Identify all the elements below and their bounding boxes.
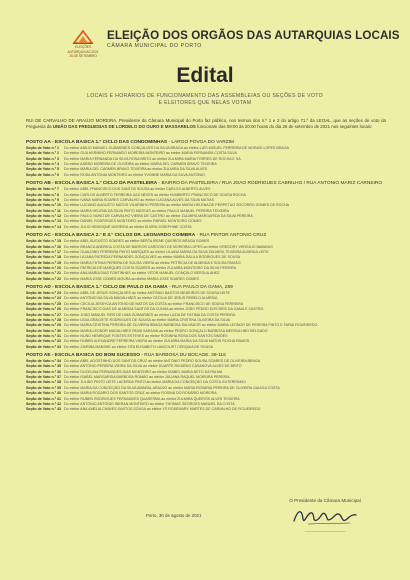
- voting-section-label: Seção de Voto n.º 3: [26, 156, 59, 161]
- voting-section-label: Seção de Voto n.º 38: [26, 380, 61, 385]
- voting-section-label: Seção de Voto n.º 21: [26, 271, 61, 276]
- voting-section-label: Seção de Voto n.º 16: [26, 244, 61, 249]
- voter-range: Do eleitor MARIA DEL CARMEN BRAVO TEIXEIRA ao eleitor ZULMIRA DA SILVA ALVES: [64, 167, 208, 172]
- polling-station-name: POSTO AC - ESCOLA BÁSICA 2.º E 3.º CICLOS DR. LEONARDO COIMBRA: [26, 233, 196, 239]
- voter-range: Do eleitor MARIA HELENA DA SILVA PINTO MATEUS ao eleitor PAULO MANUEL PEREIRA TEIXEIRA: [64, 208, 230, 213]
- voter-range: Do eleitor ABEL AGOSTINHO DOS SANTOS CRUZ ao eleitor ANTÓNIO PEDRO SOUSA SOARES DE OLIVEIRA BRAGA: [64, 359, 261, 364]
- logo-text-2: AUTÁRQUICAS 2021: [67, 49, 99, 54]
- voter-range: Do eleitor MARIA ROSÁRIO DOS SANTOS CRUZ ao eleitor ROSINA DO ROSÁRIO MOREIRA: [64, 391, 217, 396]
- voter-range: Do eleitor IVANA MARIA SOARES CARVALHO ao eleitor LUCIANA ALVES DA SILVA MATIAS: [64, 197, 214, 202]
- polling-station-address: - LARGO PÓVOA DO VARZIM: [167, 140, 234, 145]
- voter-range: Do eleitor FRANCISCO DIAS DE ALMEIDA SANTOS DA CUNHA ao eleitor JOÃO PEDRO DOS REIS DA GAMA E CASTRO: [64, 307, 264, 312]
- document-date: Porto, 30 de agosto de 2021: [146, 513, 202, 518]
- document-subtitle-line-1: LOCAIS E HORÁRIOS DE FUNCIONAMENTO DAS ASSEMBLEIAS OU SEÇÕES DE VOTO: [87, 93, 323, 99]
- voter-range: Do eleitor CARLOS ALBERTO FERREIRA DAS NEVES ao eleitor HUMBERTO FRANCISCO DE SOUSA ROCHA: [64, 192, 246, 197]
- document-subtitle-line-2: E ELEITORES QUE NELAS VOTAM: [158, 100, 252, 107]
- voting-section-row: [26, 345, 386, 350]
- voter-range: Do eleitor JULIÃO PINTO LEITE LACERDA PINTO ao eleitor MARIA DA CONCEIÇÃO DA COSTA GUTERRINHO: [64, 380, 246, 385]
- voting-section-label: Seção de Voto n.º 9: [26, 197, 59, 202]
- logo-text-1: ELEIÇÕES: [75, 45, 91, 49]
- voting-section-label: Seção de Voto n.º 23: [26, 291, 61, 296]
- voting-section-label: Seção de Voto n.º 12: [26, 213, 61, 218]
- intro-paragraph: [26, 118, 386, 129]
- voting-section-label: Seção de Voto n.º 36: [26, 369, 61, 374]
- voting-section-label: Seção de Voto n.º 34: [26, 359, 61, 364]
- polling-station: [26, 353, 386, 412]
- voter-range: Do eleitor LILIANA PATRÍCIA FERNANDES GONÇALVES ao eleitor MARIA DALILA RODRIGUES DE SOUSA: [64, 255, 241, 260]
- voting-section-label: Seção de Voto n.º 31: [26, 333, 61, 338]
- voter-range: Do eleitor LUCIANO AUGUSTO MATOS VILARINHO PEREIRA ao eleitor MARIA HELENA DE PERPÉTUO SOCORRO GOMES DE ROCHA: [64, 203, 290, 208]
- document-header: [63, 29, 400, 59]
- voting-section-label: Seção de Voto n.º 7: [26, 187, 59, 192]
- voting-section-label: Seção de Voto n.º 10: [26, 203, 61, 208]
- voter-range: Do eleitor ZAIRINA MANSHE ao eleitor ZITA ELISABETH LANCOURT CERQUIA DE SOUSA: [64, 344, 213, 349]
- handwritten-signature: [290, 505, 360, 527]
- voting-section-label: Seção de Voto n.º 43: [26, 407, 61, 412]
- voter-range: Do eleitor RUBEN RODRIGUES FERNANDES QUARESMA ao eleitor ZULMIRA QUEIRÓS ALVES TEIXEIRA: [64, 396, 240, 401]
- voter-range: Do eleitor CECÍLIA JESSYCA ANTÓNIO DE MATOS DA COSTA ao eleitor FRANCISCO DE SOUSA FERREIRA: [64, 301, 244, 306]
- voting-section-label: Seção de Voto n.º 18: [26, 255, 61, 260]
- voting-section-label: Seção de Voto n.º 14: [26, 224, 61, 229]
- voter-range: Do eleitor ANTÓNIO PEREIRA VIEIRA DA SILVA ao eleitor DUARTE RICARDO CASANOVA ALVES DE BRITO: [64, 364, 242, 369]
- polling-station-address: - RUA PINTOR ANTÓNIO CRUZ: [195, 233, 267, 239]
- voter-range: Do eleitor MARIA FERNANDA DA SILVA ROSA BRITO ao eleitor ZULMIRA MARIA TORRES DE ROCHA E SÁ: [64, 156, 241, 161]
- intro-text-1: RUI DE CARVALHO DE ARAÚJO MOREIRA, Presidente da Câmara Municipal do Porto faz público, nos termos dos n.º 1 e 2 do artigo 71.º da LEOAL, que as seções de voto da Freguesia da: [26, 118, 386, 129]
- voting-section-label: Seção de Voto n.º 30: [26, 328, 61, 333]
- voter-range: Do eleitor JOÃO MANUEL REIS DE LIMA GUIMARÃES ao eleitor LUZIA DE FÁTIMA DA COSTA PEREIRA: [64, 312, 236, 317]
- voter-range: Do eleitor MARIA FÁTIMA PEREIRA DE SOUSA VIEIRA ao eleitor PETRÍCIA DE ALMEIDA E SOUSA PAIXÃO: [64, 260, 241, 265]
- polling-station-name: POSTO AE - ESCOLA BÁSICA DO BOM SUCESSO: [26, 353, 140, 359]
- voting-section-row: [26, 225, 386, 230]
- voting-section-row: [26, 277, 386, 282]
- header-title: ELEIÇÃO DOS ORGÃOS DAS AUTARQUIAS LOCAIS: [107, 29, 400, 42]
- polling-station-name: POSTO AD - ESCOLA BÁSICA 1.º CICLO DE PAULO DA GAMA: [26, 285, 168, 291]
- voter-range: Do eleitor ANA AMÉLIA CHAVES SANTOS SOUSA ao eleitor YS ROSEMARY MARTES DE CARVALHO DE FIGUEIREDO: [64, 407, 261, 412]
- voting-section-label: Seção de Voto n.º 8: [26, 192, 59, 197]
- voting-section-label: Seção de Voto n.º 42: [26, 401, 61, 406]
- voter-range: Do eleitor ANA MARIA DIAS FONTINHAS ao eleitor VÍTOR MANUEL GONÇALO BERGUILAHEZ: [64, 271, 220, 276]
- voting-section-label: Seção de Voto n.º 32: [26, 339, 61, 344]
- edital-title: Edital: [176, 64, 234, 87]
- voter-range: Do eleitor MARIA CRISTINA PEREIRA DE OLIVEIRA BRAGA BARBOSA SALVADOR ao eleitor MARIA LEONOR DE PEREIRA PINTO E FARIA FIGUEIREDO: [64, 323, 318, 328]
- voting-section-label: Seção de Voto n.º 15: [26, 239, 61, 244]
- voting-section-label: Seção de Voto n.º 5: [26, 167, 59, 172]
- voting-section-label: Seção de Voto n.º 35: [26, 364, 61, 369]
- polling-station-address: - BAIRRO DA PASTELEIRA / RUA JOÃO RODRIGUES CABRILHO / RUA ANTÓNIO MARIZ CARNEIRO: [157, 181, 383, 187]
- voting-section-label: Seção de Voto n.º 33: [26, 344, 61, 349]
- voting-section-row: [26, 407, 386, 412]
- voter-range: Do eleitor BRANCA ANDREIA COSTA DE BARROS CARDOSO DE MOREIRA LOPES ao eleitor GREGORY VERGÍLIO BABAVAS: [64, 244, 273, 249]
- voting-section-label: Seção de Voto n.º 1: [26, 146, 59, 150]
- document-subtitle: [60, 93, 350, 108]
- voting-section-row: [26, 173, 386, 178]
- voter-range: Do eleitor RÚBEN ALEXANDRE FERREIRA VIEIRA ao eleitor ZULMIRA MARIA DA SILVA MATOS ROCHA RAMOS: [64, 339, 250, 344]
- voter-range: Do eleitor MARIA LEONOR MAGALHÃES PAIVA SARAIVA ao eleitor PEDRO GONÇALO BARBOSA MERGULHÃO DELGADO: [64, 328, 268, 333]
- voter-range: Do eleitor ANTÓNIO DA SILVA MAGALHÃES ao eleitor CECÍLIA DE JESUS REBELO ALMEIDA: [64, 296, 218, 301]
- voter-range: Do eleitor ROSA ANTÓNIA MONTEIRO ao eleitor YVONNE MARIA DA SILVA ANTÓNIO: [64, 172, 205, 177]
- voting-section-label: Seção de Voto n.º 29: [26, 323, 61, 328]
- elections-logo-icon: [72, 29, 94, 45]
- voting-section-label: Seção de Voto n.º 4: [26, 162, 59, 167]
- voter-range: Do eleitor ABÍLIO MANUEL GUIMARÃES GONÇALVES DA SILVA BRAGA ao eleitor LUÍS MIGUEL FERREIRA DE MORAIS LOPES BRAGA: [64, 146, 290, 150]
- voting-section-label: Seção de Voto n.º 19: [26, 260, 61, 265]
- voting-section-label: Seção de Voto n.º 17: [26, 249, 61, 254]
- voting-section-label: Seção de Voto n.º 22: [26, 276, 61, 281]
- voter-range: Do eleitor GUILHERMINO FERNANDO MOREIRA MONTEIRO ao eleitor MARIA FERNANDA COSTA SILVA: [64, 151, 237, 156]
- voter-range: Do eleitor NUNO HENRIQUE FONTES ESTEVES ao eleitor ROSINHA ROSA DOS SANTOS SIMÕES: [64, 333, 228, 338]
- voter-range: Do eleitor DANIEL RODRIGUES MONTEIRO ao eleitor RAFAEL MONTEIRO GOMES: [64, 219, 202, 224]
- voting-section-label: Seção de Voto n.º 6: [26, 172, 59, 177]
- voter-range: Do eleitor MARIA JOSÉ GOMES MOURA ao eleitor MARIA JOSÉ SOARES GOMES: [64, 276, 200, 281]
- polling-sections: [26, 140, 386, 416]
- signature-block: [275, 498, 375, 532]
- voting-section-label: Seção de Voto n.º 40: [26, 391, 61, 396]
- voter-range: Do eleitor ISABEL MARGARIDA BARBOSA ROMÃO ao eleitor JULIANA RAQUEL MOREIRA PEREIRA: [64, 375, 230, 380]
- intro-text-2: funcionam das 08:00 às 20:00 horas do dia 26 de setembro de 2021 nos seguintes locais:: [195, 123, 373, 129]
- voter-range: Do eleitor DUCELINA FERNANDES DIAS MONTEIRO ao eleitor ISABEL MARIA NETO DA PALMA: [64, 369, 223, 374]
- polling-station-address: - RUA BARBOSA DU BOCAGE, 38-116: [139, 353, 226, 359]
- polling-station-address: - RUA PAULO DA GAMA, 289: [167, 285, 233, 291]
- voting-section-label: Seção de Voto n.º 27: [26, 312, 61, 317]
- voter-range: Do eleitor GUALDINO FERREIRA PINTO MARQUES ao eleitor LILIANA MARIA DA SILVA ZULMIRA TEIXEIRA ALMEIDA LEITE: [64, 249, 269, 254]
- voting-section-label: Seção de Voto n.º 26: [26, 307, 61, 312]
- voting-section-label: Seção de Voto n.º 20: [26, 265, 61, 270]
- intro-parish-name: UNIÃO DAS FREGUESIAS DE LORDELO DO OURO E MASSARELOS: [52, 123, 196, 129]
- polling-station: [26, 285, 386, 350]
- polling-station-name: POSTO AB - ESCOLA BÁSICA 1.º CICLO DA PASTELEIRA: [26, 181, 158, 187]
- voter-range: Do eleitor ABEL AUGUSTO SOARES ao eleitor BERTA IRENE QUEIRÓS BRAGA GOMES: [64, 239, 210, 244]
- voter-range: Do eleitor JÚLIO HENRIQUE MOREIRA ao eleitor ELVIRA JOSEPHINE COSTA: [64, 224, 192, 229]
- polling-station: [26, 233, 386, 282]
- polling-station-name: POSTO AA - ESCOLA BÁSICA 1.º CICLO DAS CONDOMINHAS: [26, 140, 168, 145]
- voter-range: Do eleitor AARÃO MOREIRA DE OLIVEIRA ao eleitor MARIA DEL CARMEN BRAVO TEIXEIRA: [64, 162, 217, 167]
- voting-section-label: Seção de Voto n.º 37: [26, 375, 61, 380]
- voter-range: Do eleitor ABEL FRANCISCO DOS SANTOS SOUSA ao eleitor CARLOS ALBERTO ALVES: [64, 187, 211, 192]
- signature-name-line: _______________________: [304, 528, 346, 532]
- voting-section-label: Seção de Voto n.º 13: [26, 219, 61, 224]
- polling-station: [26, 140, 386, 178]
- voting-section-label: Seção de Voto n.º 25: [26, 301, 61, 306]
- voting-section-label: Seção de Voto n.º 24: [26, 296, 61, 301]
- elections-logo: [63, 29, 103, 59]
- voting-section-label: Seção de Voto n.º 28: [26, 317, 61, 322]
- voter-range: Do eleitor PATRÍCIA DE MARQUES COSTA SOARES ao eleitor ZULMIRA MONTEIRO DA SILVA PEREIRA: [64, 265, 237, 270]
- voter-range: Do eleitor LÍDIA GRACIETE RODRIGUES DE SOUSA ao eleitor MARIA CRISTINA OLIVEIRA DA SILVA: [64, 317, 231, 322]
- voter-range: Do eleitor PAULO NUNO DE CARVALHO VIEIRA DE CASTRO ao eleitor ZULMIRA MARGARIDA DA SILVA PEREIRA: [64, 213, 253, 218]
- voting-section-label: Seção de Voto n.º 39: [26, 385, 61, 390]
- voter-range: Do eleitor ANTÓNIO ANTÓNIO INERAN MONTEIRO ao eleitor THOMAS GEORGES MANUEL DA COSTA: [64, 401, 235, 406]
- voter-range: Do eleitor MARIA DA CONCEIÇÃO DA SILVA AMARAL ARAÚJO ao eleitor MARIA ROSÁRIA PEREIRA DE OLIVEIRA GAIAGA COSTA: [64, 385, 280, 390]
- voting-section-label: Seção de Voto n.º 11: [26, 208, 61, 213]
- header-subtitle: CÂMARA MUNICIPAL DO PORTO: [107, 43, 202, 49]
- logo-text-3: 26 DE SETEMBRO: [69, 54, 97, 59]
- signature-label: O Presidente da Câmara Municipal: [289, 498, 361, 503]
- voter-range: Do eleitor ABEL DE JESUS GONÇALVES ao eleitor ANTÓNIO BASTOS MEDEIROS DE SOUSA LEITE: [64, 291, 230, 296]
- voting-section-label: Seção de Voto n.º 2: [26, 151, 59, 156]
- polling-station: [26, 181, 386, 230]
- voting-section-label: Seção de Voto n.º 41: [26, 396, 61, 401]
